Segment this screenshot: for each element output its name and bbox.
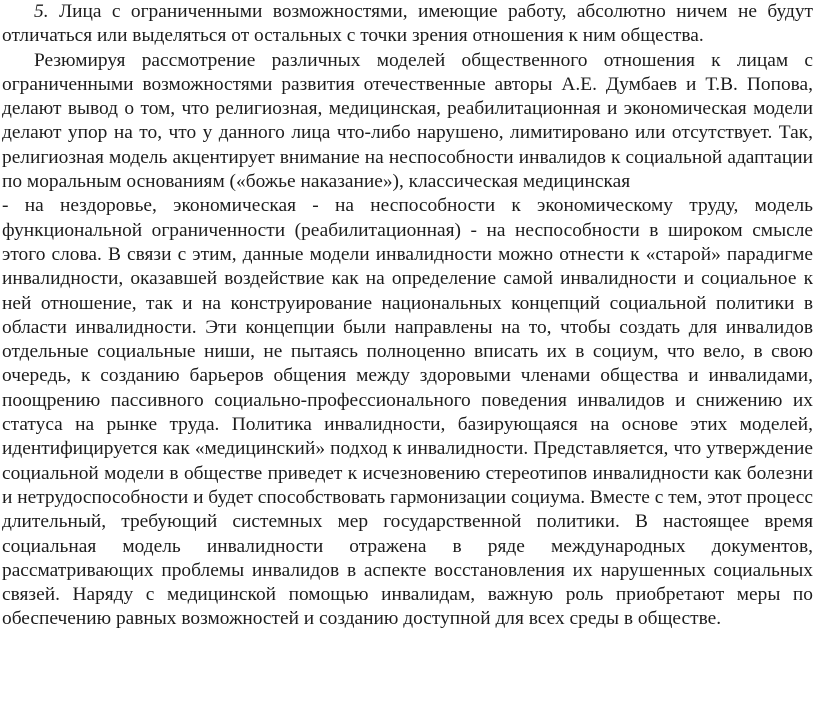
paragraph-summary — [2, 49, 813, 195]
paragraph-text: Лица с ограниченными возможностями, имеющие работу, абсолютно ничем не будут отличаться или выделяться от остальных с точки зрения отношения к ним общества. — [2, 1, 813, 47]
item-number: 5. — [34, 1, 49, 22]
paragraph-text: - на нездоровье, экономическая - на неспособности к экономическому труду, модель функциональной ограниченности (реабилитационная) - на неспособности в широком смысле этого слова. В связи с этим, данные модели инвалидности можно отнести к «старой» парадигме инвалидности, оказавшей воздействие как на определение самой инвалидности и социальное к ней отношение, так и на конструирование национальных концепций социальной политики в области инвалидности. Эти концепции были направлены на то, чтобы создать для инвалидов отдельные социальные ниши, не пытаясь полноценно вписать их в социум, что вело, в свою очередь, к созданию барьеров общения между здоровыми членами общества и инвалидами, поощрению пассивного социально-профессионального поведения инвалидов и снижению их статуса на рынке труда. Политика инвалидности, базирующаяся на основе этих моделей, идентифицируется как «медицинский» подход к инвалидности. Представляется, что утверждение социальной модели в обществе приведет к исчезновению стереотипов инвалидности как болезни и нетрудоспособности и будет способствовать гармонизации социума. Вместе с тем, этот процесс длительный, требующий системных мер государственной политики. В настоящее время социальная модель инвалидности отражена в ряде международных документов, рассматривающих проблемы инвалидов в аспекте восстановления их нарушенных социальных связей. Наряду с медицинской помощью инвалидам, важную роль приобретают меры по обеспечению равных возможностей и созданию доступной для всех среды в обществе. — [2, 195, 813, 630]
paragraph-text: Резюмируя рассмотрение различных моделей общественного отношения к лицам с ограниченными возможностями развития отечественные авторы А.Е. Думбаев и Т.В. Попова, делают вывод о том, что религиозная, медицинская, реабилитационная и экономическая модели делают упор на то, что у данного лица что-либо нарушено, лимитировано или отсутствует. Так, религиозная модель акцентирует внимание на неспособности инвалидов к социальной адаптации по моральным основаниям («божье наказание»), классическая медицинская — [2, 49, 813, 193]
paragraph-item-5 — [2, 0, 813, 49]
paragraph-continuation — [2, 194, 813, 631]
